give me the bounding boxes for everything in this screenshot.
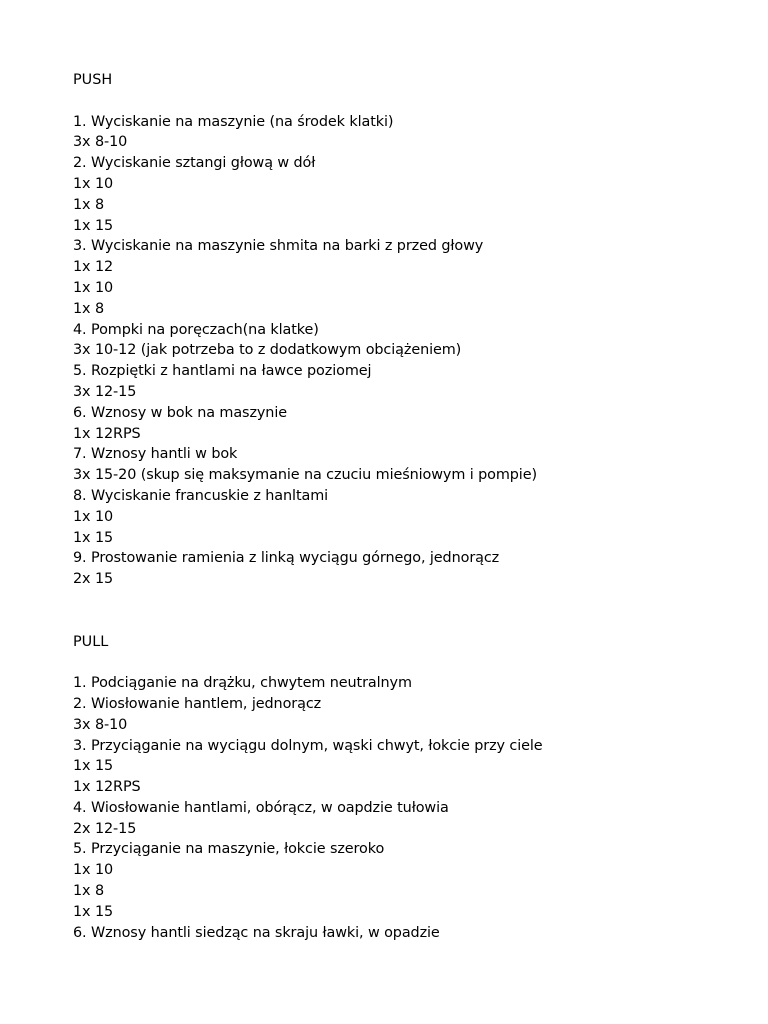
exercise-title: 5. Przyciąganie na maszynie, łokcie szeroko xyxy=(73,841,385,858)
exercise-sets: 2x 12-15 xyxy=(73,820,137,837)
exercise-sets: 1x 15 xyxy=(73,758,114,775)
exercise-sets: 1x 12RPS xyxy=(73,779,141,796)
spacer xyxy=(73,91,753,112)
exercise-title: 1. Wyciskanie na maszynie (na środek klatki) xyxy=(73,113,394,130)
exercise-sets: 1x 10 xyxy=(73,279,114,296)
pull-section xyxy=(73,632,753,944)
exercise-title: 2. Wyciskanie sztangi głową w dół xyxy=(73,155,316,172)
exercise-title: 4. Pompki na poręczach(na klatke) xyxy=(73,321,319,338)
exercise-title: 5. Rozpiętki z hantlami na ławce poziomej xyxy=(73,363,372,380)
exercise-sets: 2x 15 xyxy=(73,571,114,588)
spacer xyxy=(73,652,753,673)
exercise-title: 4. Wiosłowanie hantlami, obórącz, w oapdzie tułowia xyxy=(73,799,449,816)
exercise-title: 6. Wznosy hantli siedząc na skraju ławki, w opadzie xyxy=(73,924,440,941)
exercise-sets: 3x 15-20 (skup się maksymanie na czuciu mieśniowym i pompie) xyxy=(73,467,537,484)
exercise-sets: 1x 12 xyxy=(73,259,114,276)
exercise-sets: 1x 8 xyxy=(73,196,105,213)
exercise-sets: 3x 8-10 xyxy=(73,716,128,733)
push-heading: PUSH xyxy=(73,72,113,88)
document-page xyxy=(73,70,753,943)
exercise-sets: 3x 10-12 (jak potrzeba to z dodatkowym obciążeniem) xyxy=(73,342,462,359)
exercise-title: 3. Przyciąganie na wyciągu dolnym, wąski chwyt, łokcie przy ciele xyxy=(73,737,543,754)
exercise-title: 3. Wyciskanie na maszynie shmita na barki z przed głowy xyxy=(73,238,484,255)
exercise-sets: 1x 10 xyxy=(73,862,114,879)
pull-exercise-list xyxy=(73,673,753,943)
exercise-title: 1. Podciąganie na drążku, chwytem neutralnym xyxy=(73,675,412,692)
push-section xyxy=(73,70,753,590)
exercise-sets: 3x 8-10 xyxy=(73,134,128,151)
exercise-sets: 1x 15 xyxy=(73,217,114,234)
exercise-title: 7. Wznosy hantli w bok xyxy=(73,446,238,463)
exercise-sets: 1x 12RPS xyxy=(73,425,141,442)
exercise-sets: 1x 8 xyxy=(73,300,105,317)
exercise-sets: 1x 10 xyxy=(73,508,114,525)
push-exercise-list xyxy=(73,112,753,590)
exercise-title: 9. Prostowanie ramienia z linką wyciągu górnego, jednorącz xyxy=(73,550,500,567)
exercise-title: 6. Wznosy w bok na maszynie xyxy=(73,404,287,421)
exercise-title: 2. Wiosłowanie hantlem, jednorącz xyxy=(73,695,322,712)
exercise-sets: 1x 15 xyxy=(73,903,114,920)
exercise-sets: 3x 12-15 xyxy=(73,383,137,400)
exercise-title: 8. Wyciskanie francuskie z hanltami xyxy=(73,487,329,504)
spacer xyxy=(73,590,753,632)
exercise-sets: 1x 10 xyxy=(73,175,114,192)
exercise-sets: 1x 8 xyxy=(73,883,105,900)
pull-heading: PULL xyxy=(73,633,109,650)
exercise-sets: 1x 15 xyxy=(73,529,114,546)
